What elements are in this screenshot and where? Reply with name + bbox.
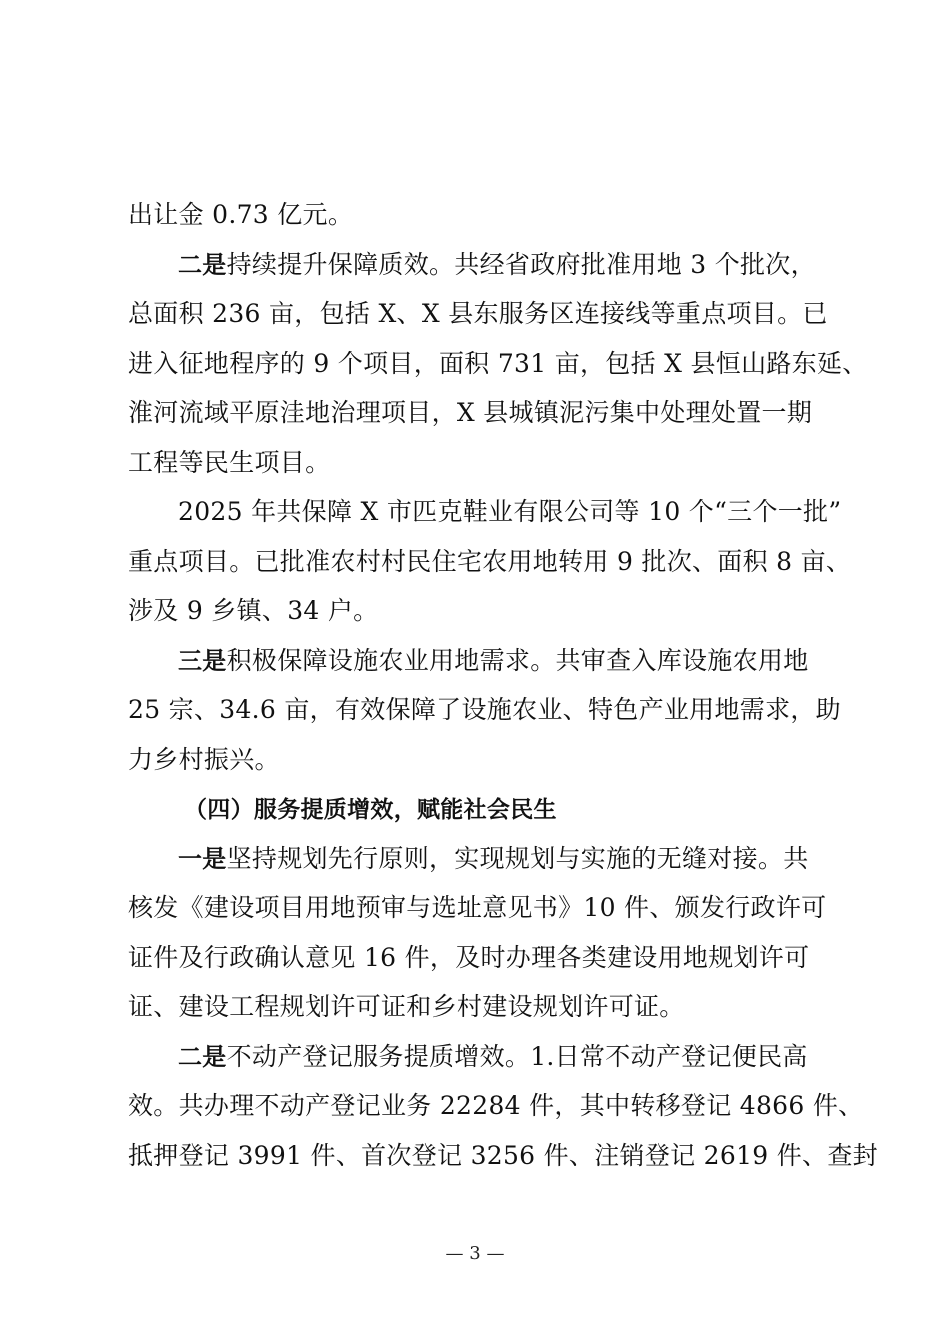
text-line (128, 883, 838, 933)
line-text: 核发《建设项目用地预审与选址意见书》10 件、颁发行政许可 (128, 893, 827, 922)
line-text: 工程等民生项目。 (128, 447, 331, 477)
line-text: 不动产登记服务提质增效。1.日常不动产登记便民高 (226, 1041, 808, 1071)
section-heading-text: （四）服务提质增效，赋能社会民生 (184, 797, 557, 823)
paragraph-start (128, 636, 838, 686)
paragraph-lead: 二是 (178, 1042, 227, 1071)
text-line (128, 289, 838, 339)
section-heading (128, 784, 838, 834)
line-text: 2025 年共保障 X 市匹克鞋业有限公司等 10 个“三个一批” (178, 497, 842, 526)
paragraph-start (128, 834, 838, 884)
paragraph-lead: 二是 (178, 250, 227, 279)
line-text: 25 宗、34.6 亩，有效保障了设施农业、特色产业用地需求，助 (128, 695, 841, 724)
text-line (128, 982, 838, 1032)
page-number: — 3 — (445, 1243, 505, 1264)
line-text: 坚持规划先行原则，实现规划与实施的无缝对接。共 (226, 843, 809, 873)
line-text: 证件及行政确认意见 16 件，及时办理各类建设用地规划许可 (128, 942, 810, 972)
paragraph-lead: 一是 (178, 844, 227, 873)
text-line (128, 1131, 878, 1181)
text-line (128, 735, 838, 785)
text-line (128, 586, 838, 636)
line-text: 证、建设工程规划许可证和乡村建设规划许可证。 (128, 992, 685, 1021)
line-text: 效。共办理不动产登记业务 22284 件，其中转移登记 4866 件、 (128, 1091, 864, 1120)
line-text: 涉及 9 乡镇、34 户。 (128, 596, 379, 625)
line-text: 抵押登记 3991 件、首次登记 3256 件、注销登记 2619 件、查封 (128, 1140, 878, 1170)
text-line (128, 388, 838, 438)
text-line (128, 933, 838, 983)
line-text: 淮河流域平原洼地治理项目，X 县城镇泥污集中处理处置一期 (128, 398, 813, 427)
line-text: 积极保障设施农业用地需求。共审查入库设施农用地 (226, 645, 809, 675)
text-line (128, 1081, 864, 1131)
line-text: 重点项目。已批准农村村民住宅农用地转用 9 批次、面积 8 亩、 (128, 546, 852, 576)
line-text: 出让金 0.73 亿元。 (128, 200, 354, 229)
paragraph-start (128, 240, 838, 290)
paragraph-lead: 三是 (178, 646, 227, 675)
document-body (128, 190, 878, 1180)
text-line (128, 339, 868, 389)
paragraph-start (128, 1032, 838, 1082)
text-line (128, 537, 852, 587)
text-line (128, 438, 838, 488)
text-line (128, 190, 838, 240)
line-text: 总面积 236 亩，包括 X、X 县东服务区连接线等重点项目。已 (128, 299, 828, 328)
line-text: 进入征地程序的 9 个项目，面积 731 亩，包括 X 县恒山路东延、 (128, 348, 868, 378)
line-text: 力乡村振兴。 (128, 744, 280, 774)
line-text: 持续提升保障质效。共经省政府批准用地 3 个批次， (226, 249, 816, 279)
paragraph-start (128, 487, 842, 537)
text-line (128, 685, 841, 735)
